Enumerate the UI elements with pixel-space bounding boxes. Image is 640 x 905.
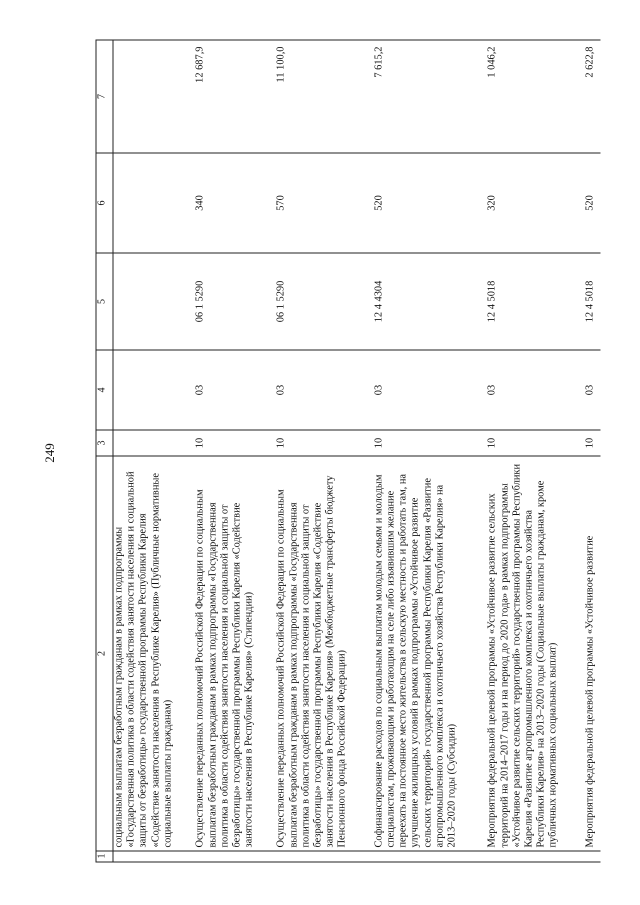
section-code: 10 <box>194 430 275 456</box>
table-row <box>113 40 195 862</box>
column-header-4: 4 <box>96 350 113 430</box>
subsection-code: 03 <box>275 350 372 430</box>
section-code: 10 <box>373 430 487 456</box>
row-index-cell <box>486 851 583 862</box>
subsection-code <box>113 350 195 430</box>
row-index-cell <box>275 851 372 862</box>
target-article-code: 12 4 4304 <box>373 253 487 350</box>
target-article-code <box>113 253 195 350</box>
row-index-cell <box>584 851 600 862</box>
section-code: 10 <box>275 430 372 456</box>
amount: 1 046,2 <box>486 40 583 153</box>
column-header-1: 1 <box>96 851 113 862</box>
expense-type-code: 570 <box>275 153 372 253</box>
section-code <box>113 430 195 456</box>
expense-type-code: 520 <box>584 153 600 253</box>
budget-table <box>95 39 600 862</box>
column-header-6: 6 <box>96 153 113 253</box>
page-number: 249 <box>42 443 57 463</box>
expense-type-code: 340 <box>194 153 275 253</box>
expense-name: Мероприятия федеральной целевой программы «Устойчивое развитие <box>584 456 600 851</box>
budget-table-rotated <box>95 40 600 862</box>
budget-table-wrapper <box>95 40 600 862</box>
target-article-code: 06 1 5290 <box>275 253 372 350</box>
amount: 7 615,2 <box>373 40 487 153</box>
subsection-code: 03 <box>486 350 583 430</box>
subsection-code: 03 <box>584 350 600 430</box>
expense-type-code: 320 <box>486 153 583 253</box>
expense-name: социальным выплатам безработным гражданам в рамках подпрограммы «Государственная политика в области содействия занятости населения и социальной защиты от безработицы» государственной программы Республики Карелия «Содействие занятости населения в Республике Карелия» (Публичные нормативные социальные выплаты гражданам) <box>113 456 195 851</box>
section-code: 10 <box>486 430 583 456</box>
expense-name: Мероприятия федеральной целевой программы «Устойчивое развитие сельских территорий на 2014–2017 годы и на период до 2020 года» в рамках подпрограммы «Устойчивое развитие сельских территорий» государственной программы Республики Карелия «Развитие агропромышленного комплекса и охотничьего хозяйства Республики Карелия» на 2013–2020 годы (Социальные выплаты гражданам, кроме публичных нормативных социальных выплат) <box>486 456 583 851</box>
table-row <box>194 40 275 862</box>
table-row <box>275 40 372 862</box>
expense-type-code <box>113 153 195 253</box>
target-article-code: 06 1 5290 <box>194 253 275 350</box>
target-article-code: 12 4 5018 <box>584 253 600 350</box>
expense-name: Софинансирование расходов по социальным выплатам молодым семьям и молодым специалистам, проживающим и работающим на селе либо изъявившим желание переехать на постоянное место жительства в сельскую местность и работать там, на улучшение жилищных условий в рамках подпрограммы «Устойчивое развитие сельских территорий» государственной программы Республики Карелия «Развитие агропромышленного комплекса и охотничьего хозяйства Республики Карелия» на 2013–2020 годы (Субсидии) <box>373 456 487 851</box>
row-index-cell <box>194 851 275 862</box>
amount: 2 622,8 <box>584 40 600 153</box>
subsection-code: 03 <box>373 350 487 430</box>
subsection-code: 03 <box>194 350 275 430</box>
column-header-2: 2 <box>96 456 113 851</box>
expense-name: Осуществление переданных полномочий Российской Федерации по социальным выплатам безработным гражданам в рамках подпрограммы «Государственная политика в области содействия занятости населения и социальной защиты от безработицы» государственной программы Республики Карелия «Содействие занятости населения в Республике Карелия» (Стипендии) <box>194 456 275 851</box>
row-index-cell <box>113 851 195 862</box>
column-header-5: 5 <box>96 253 113 350</box>
expense-name: Осуществление переданных полномочий Российской Федерации по социальным выплатам безработным гражданам в рамках подпрограммы «Государственная политика в области содействия занятости населения и социальной защиты от безработицы» государственной программы Республики Карелия «Содействие занятости населения в Республике Карелия» (Межбюджетные трансферты бюджету Пенсионного фонда Российской Федерации) <box>275 456 372 851</box>
amount: 11 100,0 <box>275 40 372 153</box>
row-index-cell <box>373 851 487 862</box>
amount: 12 687,9 <box>194 40 275 153</box>
column-header-3: 3 <box>96 430 113 456</box>
section-code: 10 <box>584 430 600 456</box>
table-row <box>584 40 600 862</box>
target-article-code: 12 4 5018 <box>486 253 583 350</box>
table-row <box>486 40 583 862</box>
column-header-7: 7 <box>96 40 113 153</box>
expense-type-code: 520 <box>373 153 487 253</box>
header-row <box>96 40 113 862</box>
table-row <box>373 40 487 862</box>
amount <box>113 40 195 153</box>
